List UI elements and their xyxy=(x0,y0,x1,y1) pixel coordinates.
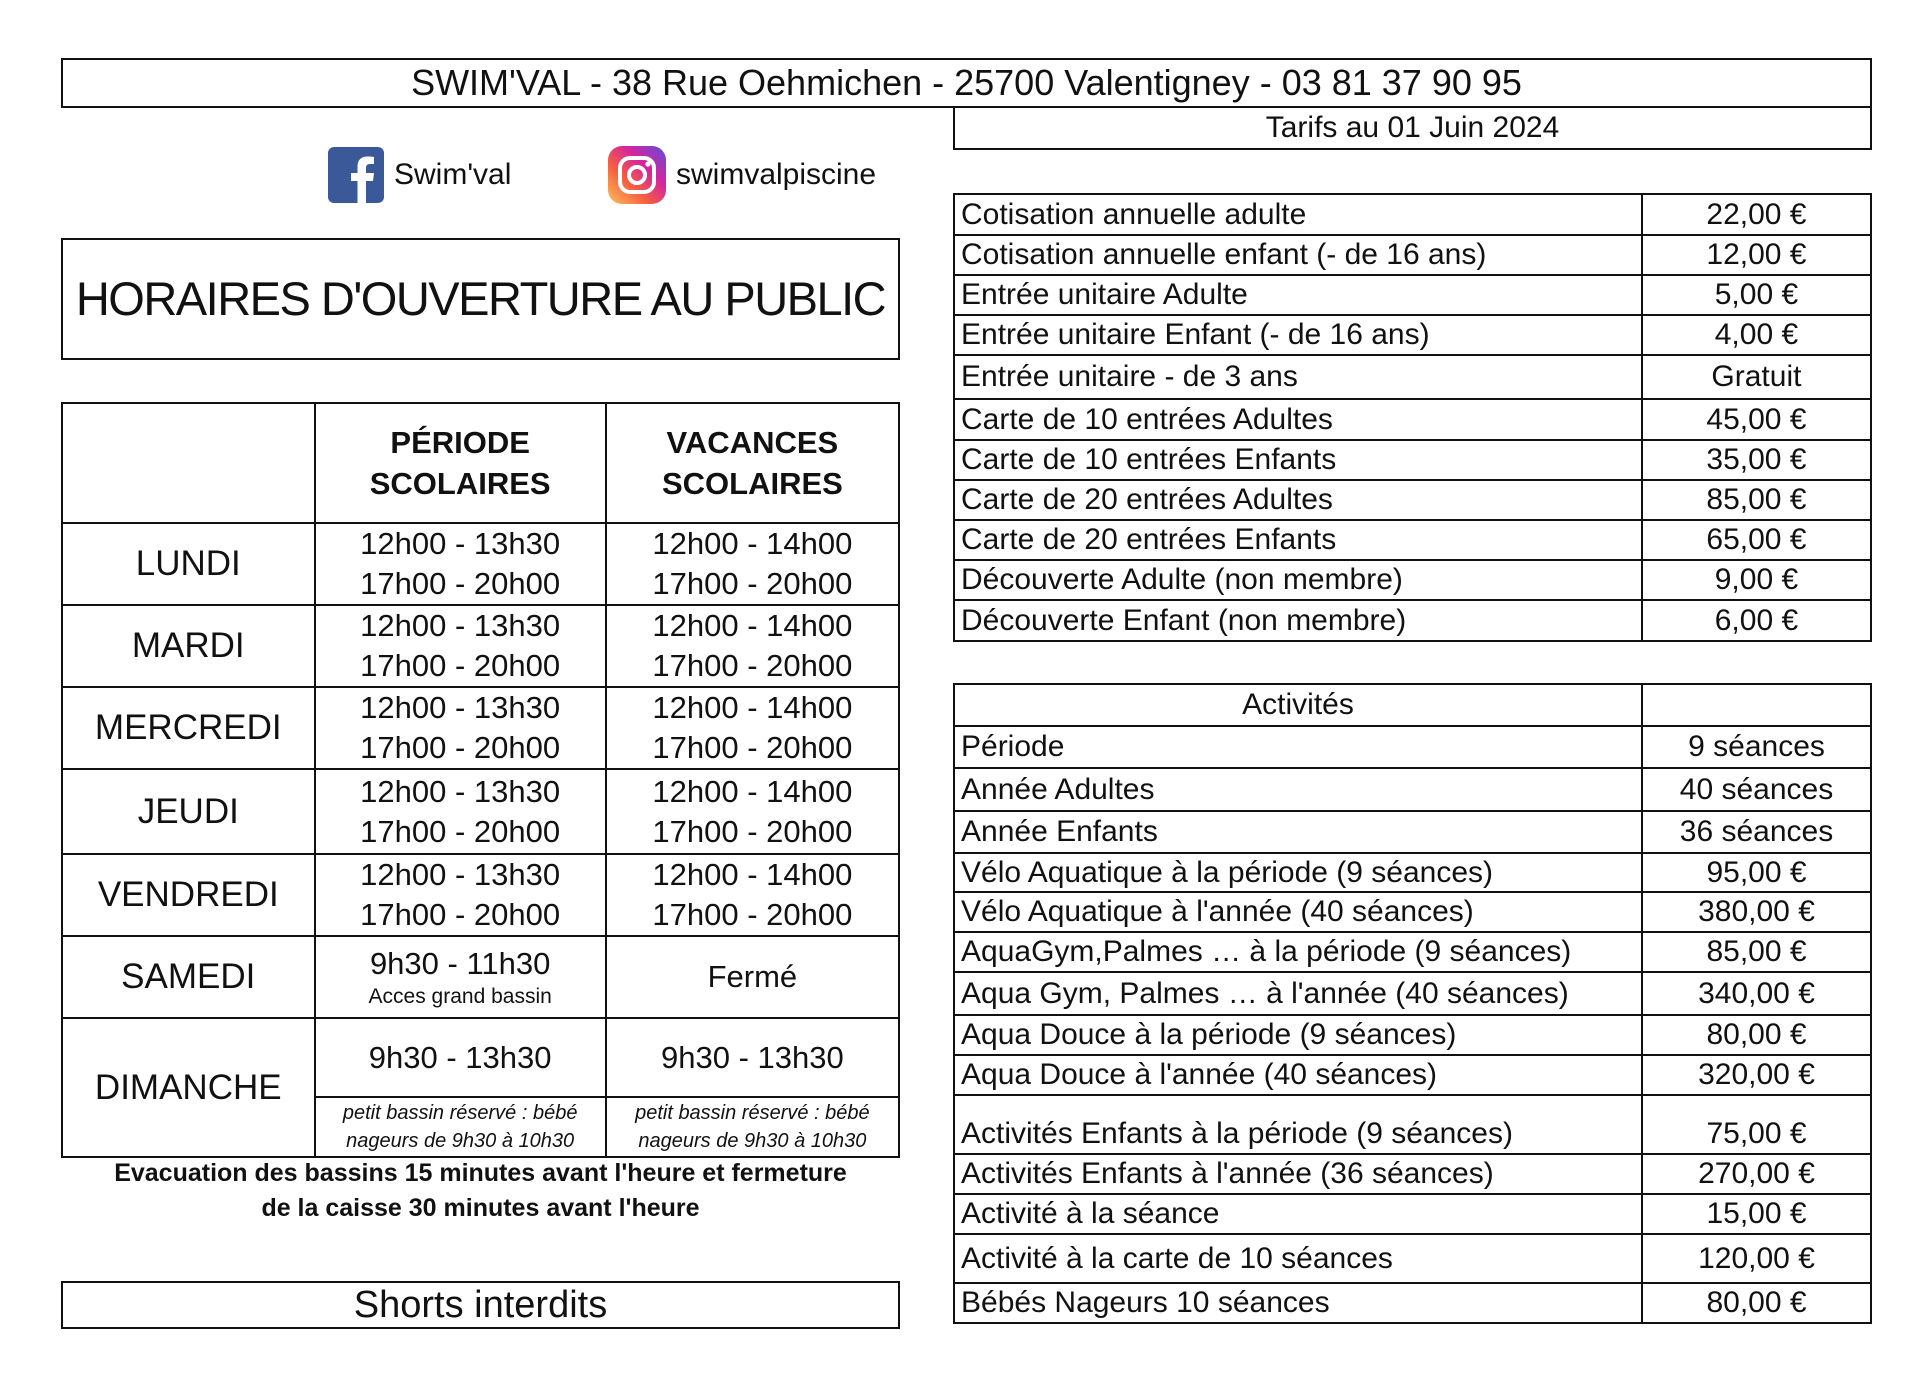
table-row xyxy=(62,854,899,936)
col-header-school xyxy=(315,403,606,523)
table-row xyxy=(954,972,1871,1015)
hours-line: 17h00 - 20h00 xyxy=(360,813,561,849)
day-label: LUNDI xyxy=(62,523,315,605)
hours-line: 17h00 - 20h00 xyxy=(652,648,853,683)
tarif-price: 6,00 € xyxy=(1642,600,1871,641)
tarif-label: Entrée unitaire Adulte xyxy=(954,275,1642,315)
hours-line: 12h00 - 14h00 xyxy=(652,857,853,892)
table-row xyxy=(954,1015,1871,1055)
table-row xyxy=(954,1055,1871,1095)
activities-table xyxy=(953,683,1872,1324)
activity-label: Aqua Douce à la période (9 séances) xyxy=(954,1015,1642,1055)
vacation-hours xyxy=(606,769,899,854)
hours-line: 17h00 - 20h00 xyxy=(652,730,853,765)
baby-swim-note xyxy=(315,1097,606,1157)
tarif-label: Carte de 20 entrées Enfants xyxy=(954,520,1642,560)
tarif-label: Carte de 20 entrées Adultes xyxy=(954,480,1642,520)
school-hours xyxy=(315,936,606,1018)
table-row xyxy=(62,523,899,605)
table-row xyxy=(954,1283,1871,1323)
table-row xyxy=(954,560,1871,600)
school-hours: 9h30 - 13h30 xyxy=(315,1018,606,1097)
table-row xyxy=(954,1234,1871,1283)
hours-line: 12h00 - 13h30 xyxy=(360,690,561,725)
table-row xyxy=(62,1018,899,1097)
baby-swim-note xyxy=(606,1097,899,1157)
table-row xyxy=(954,355,1871,399)
hours-line: 17h00 - 20h00 xyxy=(652,813,853,849)
day-label: SAMEDI xyxy=(62,936,315,1018)
instagram-name: swimvalpiscine xyxy=(676,158,877,191)
table-row xyxy=(954,275,1871,315)
table-row xyxy=(954,520,1871,560)
activity-price: 40 séances xyxy=(1642,768,1871,811)
activity-price: 340,00 € xyxy=(1642,972,1871,1015)
hours-line: 12h00 - 14h00 xyxy=(652,690,853,725)
activity-price: 120,00 € xyxy=(1642,1234,1871,1283)
tarif-price: 9,00 € xyxy=(1642,560,1871,600)
table-header-row xyxy=(954,684,1871,726)
note-line: petit bassin réservé : bébé xyxy=(635,1102,870,1124)
activity-label: Vélo Aquatique à la période (9 séances) xyxy=(954,853,1642,892)
hours-line: 17h00 - 20h00 xyxy=(652,566,853,601)
vacation-hours: Fermé xyxy=(606,936,899,1018)
table-row xyxy=(954,853,1871,892)
school-hours xyxy=(315,605,606,687)
activity-price: 85,00 € xyxy=(1642,932,1871,972)
instagram-icon xyxy=(608,146,666,204)
facebook-link[interactable] xyxy=(328,144,511,206)
table-row xyxy=(954,194,1871,235)
hours-line: 12h00 - 14h00 xyxy=(652,526,853,561)
tarif-price: 5,00 € xyxy=(1642,275,1871,315)
table-row xyxy=(954,480,1871,520)
hours-line: 17h00 - 20h00 xyxy=(652,897,853,932)
hours-line: 12h00 - 13h30 xyxy=(360,773,561,809)
notice-line: Evacuation des bassins 15 minutes avant l'heure et fermeture xyxy=(114,1159,847,1187)
tarif-price: 4,00 € xyxy=(1642,315,1871,355)
activity-label: Année Enfants xyxy=(954,811,1642,853)
table-row xyxy=(954,315,1871,355)
activity-label: Période xyxy=(954,726,1642,768)
activity-label: Activité à la carte de 10 séances xyxy=(954,1234,1642,1283)
shorts-banner: Shorts interdits xyxy=(61,1281,900,1329)
tarifs-table xyxy=(953,193,1872,642)
col-header-vacation-line2: SCOLAIRES xyxy=(661,466,843,501)
day-label: DIMANCHE xyxy=(62,1018,315,1157)
activities-title: Activités xyxy=(954,684,1642,726)
tarif-label: Carte de 10 entrées Enfants xyxy=(954,440,1642,480)
activity-label: Activités Enfants à la période (9 séances) xyxy=(954,1095,1642,1154)
col-header-vacation-line1: VACANCES xyxy=(666,425,839,460)
activity-label: AquaGym,Palmes … à la période (9 séances) xyxy=(954,932,1642,972)
tarif-price: 45,00 € xyxy=(1642,399,1871,440)
hours-line: 17h00 - 20h00 xyxy=(360,897,561,932)
school-hours xyxy=(315,769,606,854)
activity-price: 380,00 € xyxy=(1642,892,1871,932)
school-hours xyxy=(315,854,606,936)
tarif-price: 12,00 € xyxy=(1642,235,1871,275)
table-row xyxy=(62,605,899,687)
school-hours xyxy=(315,687,606,769)
contact-header: SWIM'VAL - 38 Rue Oehmichen - 25700 Valentigney - 03 81 37 90 95 xyxy=(61,58,1872,108)
hours-line: 12h00 - 13h30 xyxy=(360,608,561,643)
col-header-vacation xyxy=(606,403,899,523)
hours-line: 12h00 - 14h00 xyxy=(652,608,853,643)
tarif-label: Cotisation annuelle adulte xyxy=(954,194,1642,235)
activity-price: 270,00 € xyxy=(1642,1154,1871,1194)
activity-label: Aqua Douce à l'année (40 séances) xyxy=(954,1055,1642,1095)
table-row xyxy=(62,687,899,769)
table-row xyxy=(954,932,1871,972)
vacation-hours xyxy=(606,687,899,769)
table-row xyxy=(954,1194,1871,1234)
notice-line: de la caisse 30 minutes avant l'heure xyxy=(261,1194,700,1222)
instagram-link[interactable] xyxy=(608,144,876,206)
hours-line: 17h00 - 20h00 xyxy=(360,730,561,765)
day-label: JEUDI xyxy=(62,769,315,854)
school-hours xyxy=(315,523,606,605)
activities-title-empty xyxy=(1642,684,1871,726)
activity-label: Année Adultes xyxy=(954,768,1642,811)
activity-label: Activité à la séance xyxy=(954,1194,1642,1234)
tarif-label: Carte de 10 entrées Adultes xyxy=(954,399,1642,440)
tarif-label: Cotisation annuelle enfant (- de 16 ans) xyxy=(954,235,1642,275)
day-label: MERCREDI xyxy=(62,687,315,769)
activity-price: 80,00 € xyxy=(1642,1015,1871,1055)
table-row xyxy=(954,1095,1871,1154)
tarif-label: Découverte Adulte (non membre) xyxy=(954,560,1642,600)
tarif-price: 22,00 € xyxy=(1642,194,1871,235)
activity-price: 95,00 € xyxy=(1642,853,1871,892)
hours-line: 12h00 - 14h00 xyxy=(652,773,853,809)
table-row xyxy=(62,936,899,1018)
table-row xyxy=(954,892,1871,932)
activity-label: Vélo Aquatique à l'année (40 séances) xyxy=(954,892,1642,932)
activity-price: 320,00 € xyxy=(1642,1055,1871,1095)
table-row xyxy=(954,600,1871,641)
hours-line: 12h00 - 13h30 xyxy=(360,526,561,561)
access-note: Acces grand bassin xyxy=(368,985,552,1008)
vacation-hours xyxy=(606,854,899,936)
activity-label: Bébés Nageurs 10 séances xyxy=(954,1283,1642,1323)
activity-price: 75,00 € xyxy=(1642,1095,1871,1154)
tarif-price: 85,00 € xyxy=(1642,480,1871,520)
tarif-label: Découverte Enfant (non membre) xyxy=(954,600,1642,641)
tarif-price: 65,00 € xyxy=(1642,520,1871,560)
evacuation-notice xyxy=(61,1156,900,1226)
hours-line: 12h00 - 13h30 xyxy=(360,857,561,892)
activity-label: Activités Enfants à l'année (36 séances) xyxy=(954,1154,1642,1194)
activity-price: 36 séances xyxy=(1642,811,1871,853)
tarif-price: Gratuit xyxy=(1642,355,1871,399)
col-header-school-line2: SCOLAIRES xyxy=(369,466,551,501)
day-label: VENDREDI xyxy=(62,854,315,936)
schedule-title: HORAIRES D'OUVERTURE AU PUBLIC xyxy=(61,238,900,360)
note-line: nageurs de 9h30 à 10h30 xyxy=(638,1130,867,1152)
table-row xyxy=(954,1154,1871,1194)
facebook-icon xyxy=(328,147,384,203)
col-header-school-line1: PÉRIODE xyxy=(390,425,530,460)
hours-line: 17h00 - 20h00 xyxy=(360,566,561,601)
hours-line: 9h30 - 11h30 xyxy=(369,946,551,981)
activity-price: 9 séances xyxy=(1642,726,1871,768)
vacation-hours xyxy=(606,605,899,687)
tarif-label: Entrée unitaire Enfant (- de 16 ans) xyxy=(954,315,1642,355)
note-line: petit bassin réservé : bébé xyxy=(342,1102,578,1124)
tarifs-date: Tarifs au 01 Juin 2024 xyxy=(953,106,1872,150)
table-row xyxy=(954,811,1871,853)
facebook-name: Swim'val xyxy=(394,158,512,191)
schedule-corner xyxy=(62,403,315,523)
tarif-price: 35,00 € xyxy=(1642,440,1871,480)
note-line: nageurs de 9h30 à 10h30 xyxy=(346,1130,575,1152)
table-row xyxy=(954,768,1871,811)
activity-price: 15,00 € xyxy=(1642,1194,1871,1234)
table-row xyxy=(954,235,1871,275)
activity-label: Aqua Gym, Palmes … à l'année (40 séances) xyxy=(954,972,1642,1015)
hours-line: 17h00 - 20h00 xyxy=(360,648,561,683)
vacation-hours: 9h30 - 13h30 xyxy=(606,1018,899,1097)
tarif-label: Entrée unitaire - de 3 ans xyxy=(954,355,1642,399)
table-row xyxy=(954,726,1871,768)
table-row xyxy=(954,440,1871,480)
activity-price: 80,00 € xyxy=(1642,1283,1871,1323)
vacation-hours xyxy=(606,523,899,605)
schedule-table xyxy=(61,402,900,1158)
day-label: MARDI xyxy=(62,605,315,687)
table-row xyxy=(954,399,1871,440)
table-row xyxy=(62,769,899,854)
